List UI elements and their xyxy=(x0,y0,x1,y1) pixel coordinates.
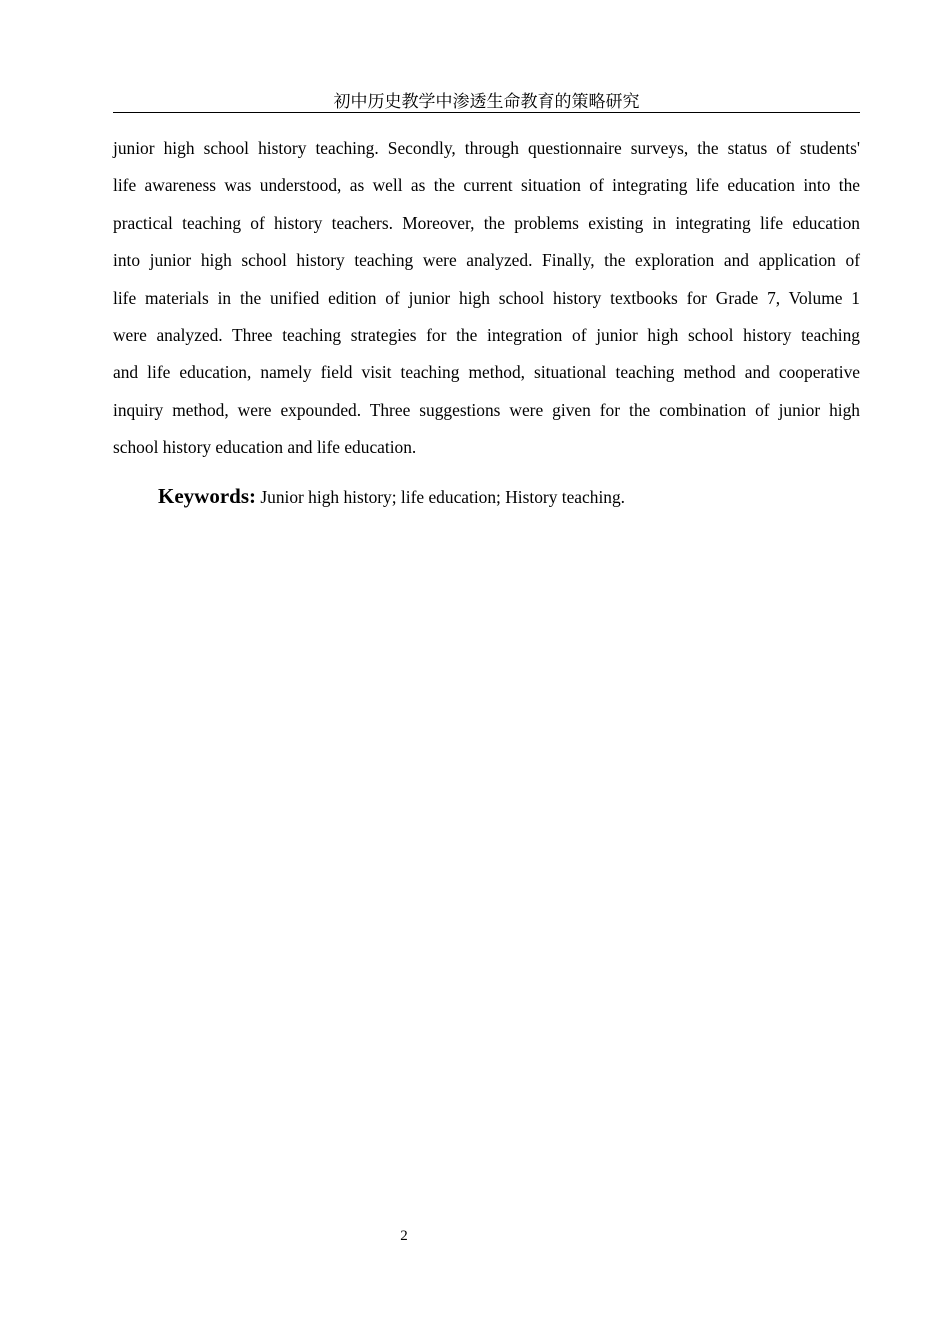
keywords-label: Keywords: xyxy=(158,484,256,508)
abstract-line: junior high school history teaching. Secondly, through questionnaire surveys, the status of students' xyxy=(113,138,860,158)
abstract-body xyxy=(113,130,860,467)
abstract-line: school history education and life education. xyxy=(113,437,417,458)
abstract-line: life materials in the unified edition of junior high school history textbooks for Grade 7, Volume 1 xyxy=(113,287,860,308)
abstract-line: into junior high school history teaching were analyzed. Finally, the exploration and application of xyxy=(113,250,860,271)
abstract-line: inquiry method, were expounded. Three suggestions were given for the combination of junior high xyxy=(113,399,860,420)
abstract-line: and life education, namely field visit teaching method, situational teaching method and cooperative xyxy=(113,362,860,383)
keywords-paragraph xyxy=(158,480,858,513)
page-number: 2 xyxy=(400,1228,408,1244)
abstract-line: were analyzed. Three teaching strategies for the integration of junior high school history teaching xyxy=(113,324,860,345)
keywords-text: Junior high history; life education; History teaching. xyxy=(260,487,626,507)
running-header: 初中历史教学中渗透生命教育的策略研究 xyxy=(113,90,860,113)
abstract-line: life awareness was understood, as well as the current situation of integrating life education into the xyxy=(113,175,860,196)
abstract-line: practical teaching of history teachers. Moreover, the problems existing in integrating life education xyxy=(113,212,860,233)
